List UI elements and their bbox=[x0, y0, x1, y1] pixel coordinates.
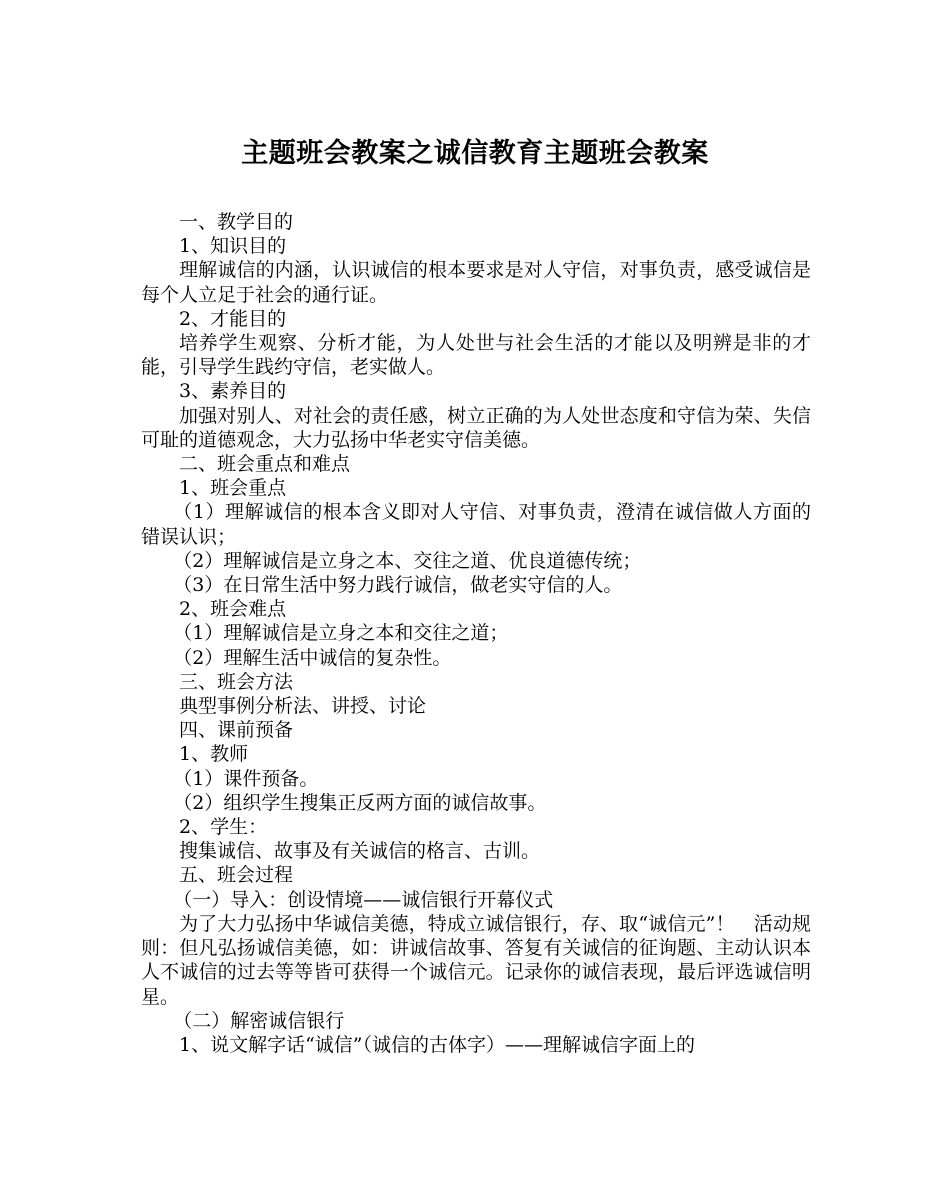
heading-section-4: 四、课前预备 bbox=[179, 719, 294, 742]
subheading: 2、班会难点 bbox=[179, 598, 287, 621]
paragraph: 1、说文解字话“诚信”（诚信的古体字）——理解诚信字面上的 bbox=[179, 1033, 696, 1056]
list-item: （3）在日常生活中努力践行诚信，做老实守信的人。 bbox=[173, 574, 623, 597]
paragraph: 培养学生观察、分析才能，为人处世与社会生活的才能以及明辨是非的才能，引导学生践约守信，老实做人。 bbox=[141, 332, 811, 379]
list-item: （一）导入：创设情境——诚信银行开幕仪式 bbox=[173, 888, 554, 911]
list-item: （二）解密诚信银行 bbox=[173, 1009, 345, 1032]
list-item: （1）理解诚信的根本含义即对人守信、对事负责，澄清在诚信做人方面的错误认识； bbox=[141, 501, 811, 548]
list-item: （2）组织学生搜集正反两方面的诚信故事。 bbox=[173, 791, 547, 814]
heading-section-5: 五、班会过程 bbox=[179, 864, 294, 887]
heading-section-2: 二、班会重点和难点 bbox=[179, 453, 351, 476]
heading-section-1: 一、教学目的 bbox=[179, 211, 294, 233]
subheading: 2、才能目的 bbox=[179, 307, 287, 330]
subheading: 1、班会重点 bbox=[179, 477, 287, 500]
paragraph: 典型事例分析法、讲授、讨论 bbox=[179, 695, 427, 718]
paragraph: 为了大力弘扬中华诚信美德，特成立诚信银行，存、取“诚信元”！ 活动规则：但凡弘扬诚信美德，如：讲诚信故事、答复有关诚信的征询题、主动认识本人不诚信的过去等等皆可获得一个诚信元。记录你的诚信表现，最后评选诚信明星。 bbox=[141, 912, 811, 1008]
subheading: 1、教师 bbox=[179, 743, 249, 766]
paragraph: 理解诚信的内涵，认识诚信的根本要求是对人守信，对事负责，感受诚信是每个人立足于社会的通行证。 bbox=[141, 259, 811, 306]
list-item: （1）课件预备。 bbox=[173, 767, 319, 790]
subheading: 1、知识目的 bbox=[179, 235, 287, 258]
document-body bbox=[141, 210, 811, 1057]
paragraph: 加强对别人、对社会的责任感，树立正确的为人处世态度和守信为荣、失信可耻的道德观念，大力弘扬中华老实守信美德。 bbox=[141, 404, 811, 451]
document-title: 主题班会教案之诚信教育主题班会教案 bbox=[241, 138, 709, 169]
heading-section-3: 三、班会方法 bbox=[179, 670, 294, 693]
subheading: 2、学生： bbox=[179, 816, 268, 839]
paragraph: 搜集诚信、故事及有关诚信的格言、古训。 bbox=[179, 840, 541, 863]
list-item: （2）理解生活中诚信的复杂性。 bbox=[173, 646, 452, 669]
list-item: （1）理解诚信是立身之本和交往之道； bbox=[173, 622, 509, 645]
list-item: （2）理解诚信是立身之本、交往之道、优良道德传统； bbox=[173, 549, 642, 572]
subheading: 3、素养目的 bbox=[179, 380, 287, 403]
